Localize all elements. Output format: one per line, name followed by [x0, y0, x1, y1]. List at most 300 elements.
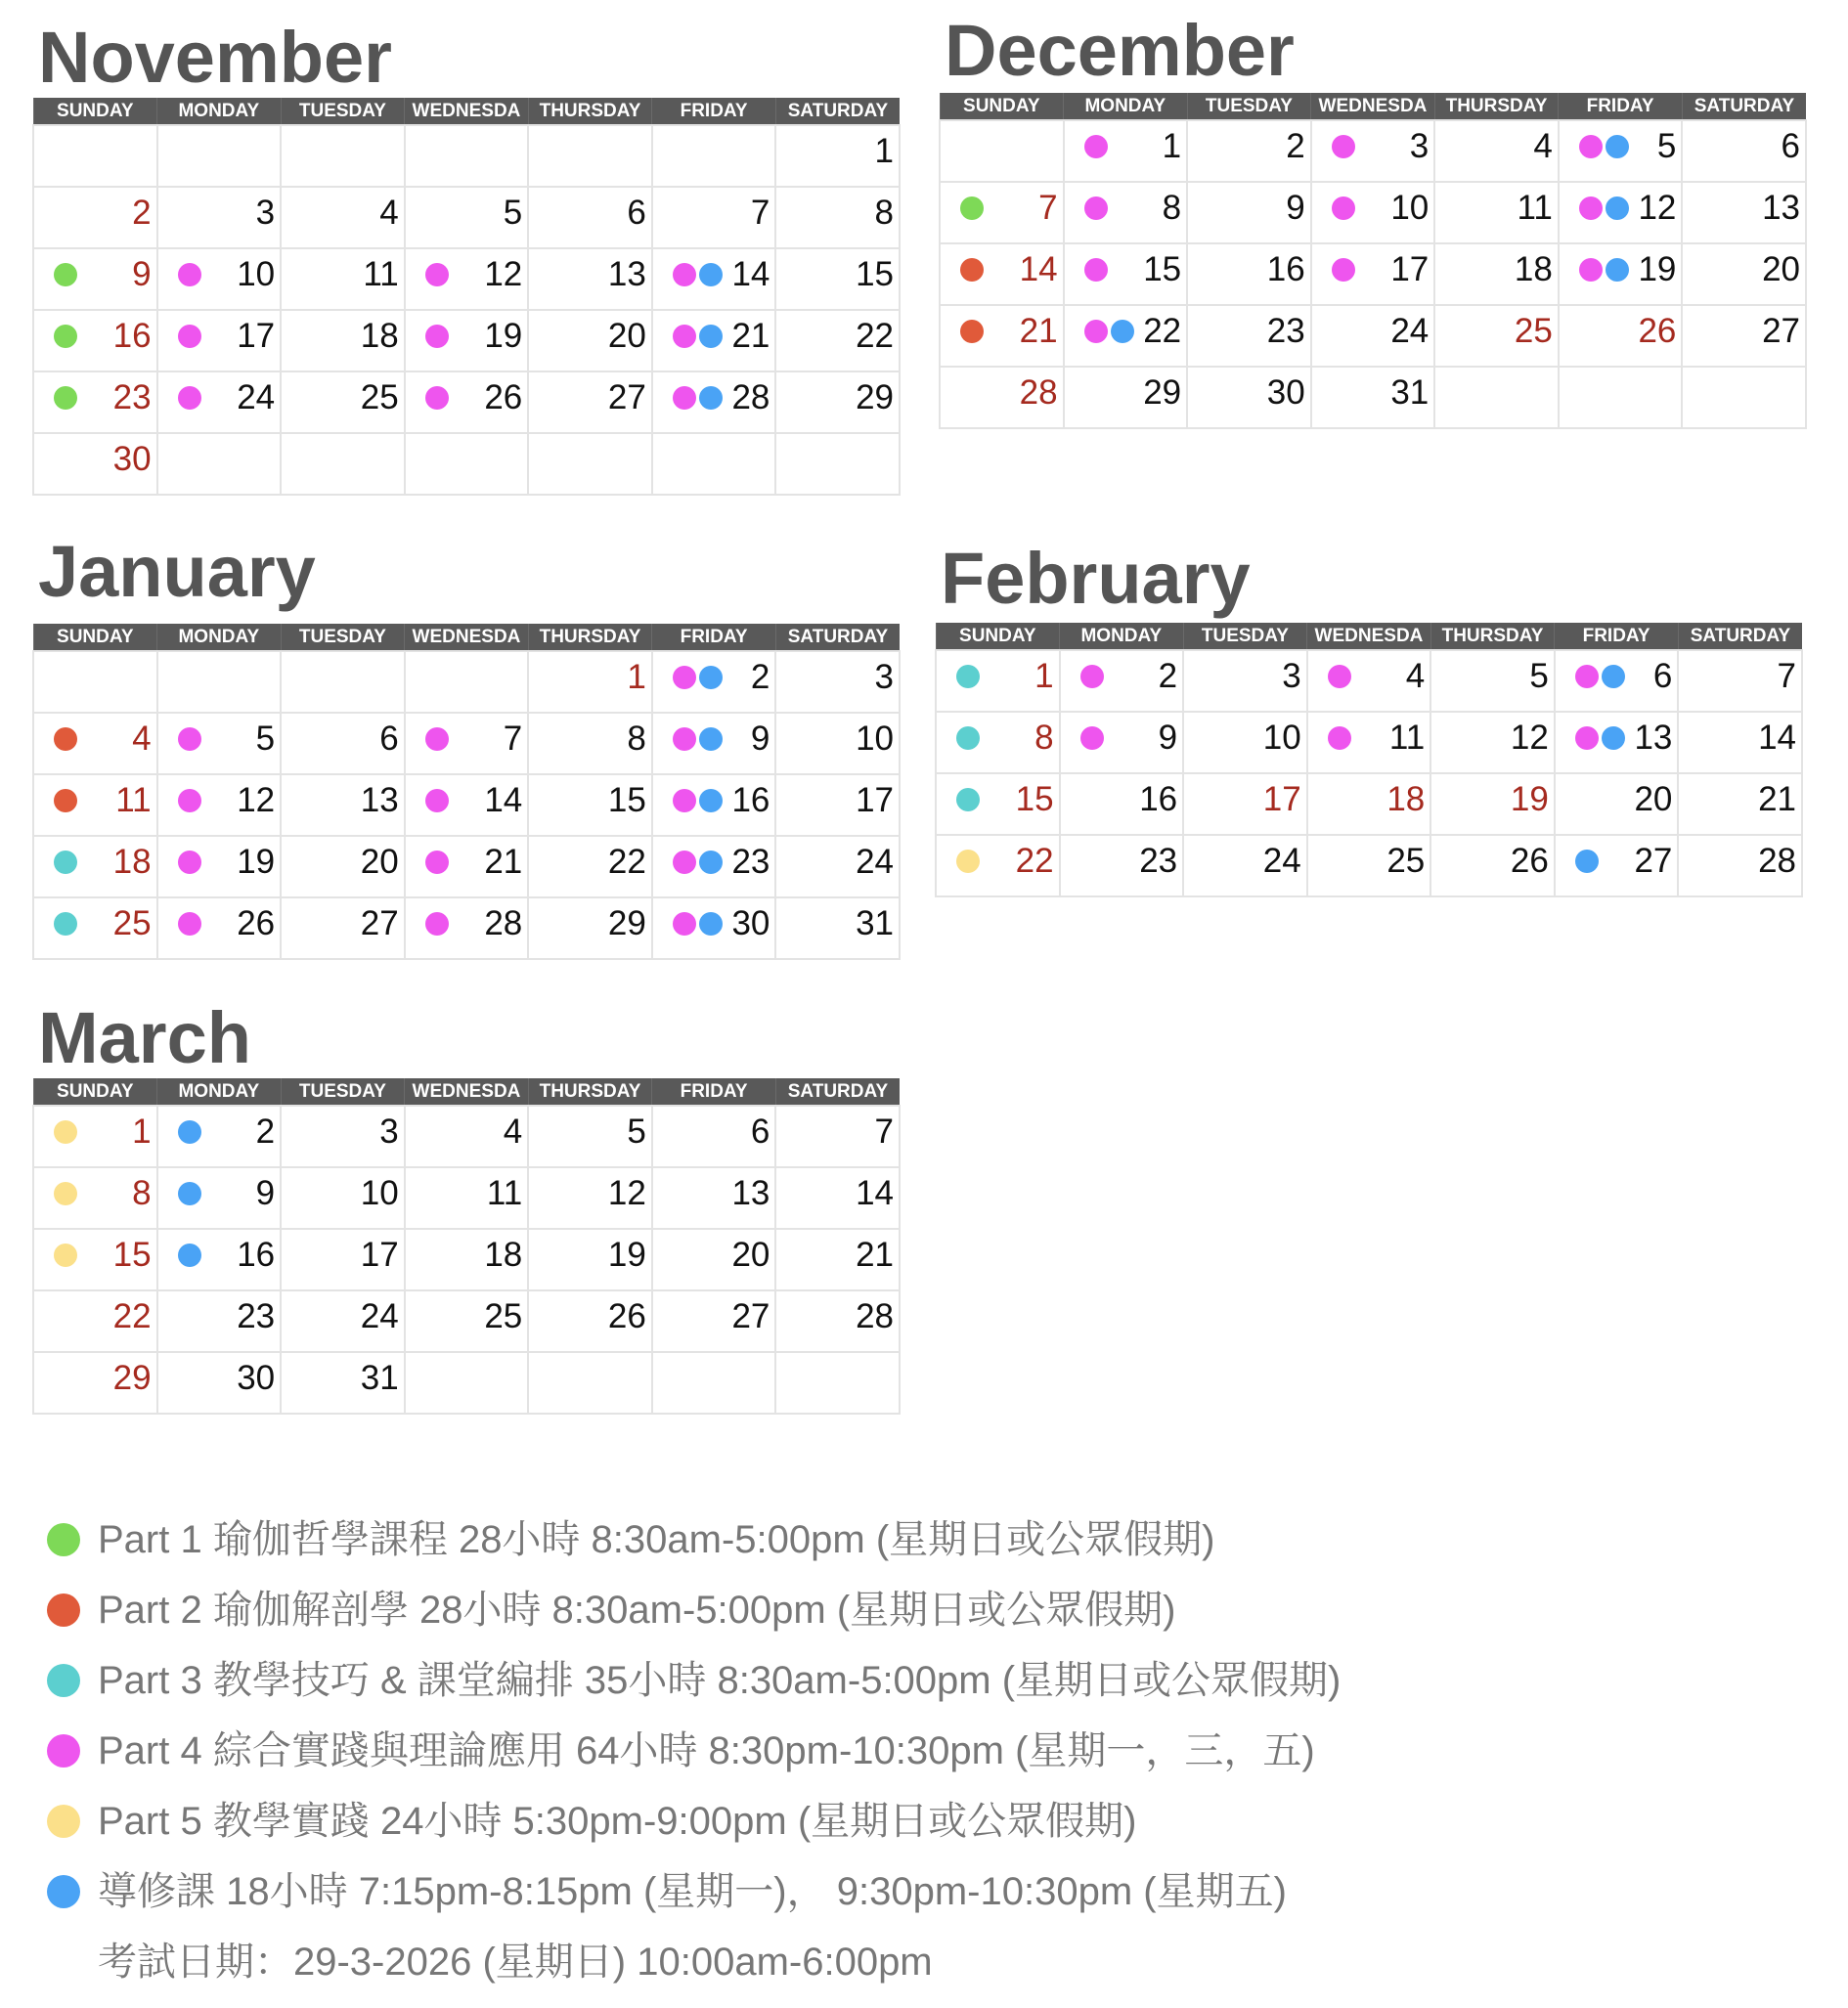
day-number: 23	[237, 1297, 276, 1335]
day-cell	[1187, 305, 1311, 367]
day-number: 20	[1762, 250, 1800, 288]
empty-cell	[775, 433, 900, 495]
day-cell	[281, 1229, 405, 1290]
tut-dot-icon	[1111, 320, 1134, 343]
day-cell	[1682, 305, 1806, 367]
day-cell	[652, 310, 776, 371]
tut-dot-icon	[699, 851, 723, 874]
day-number: 11	[1388, 719, 1426, 757]
day-number: 18	[112, 843, 152, 881]
weekday-header: FRIDAY	[652, 624, 776, 651]
day-number: 10	[360, 1174, 399, 1212]
day-number: 29	[112, 1359, 152, 1397]
day-cell	[1307, 773, 1431, 835]
day-cell	[652, 897, 776, 959]
p5-dot-icon	[54, 1182, 77, 1205]
weekday-header: SATURDAY	[775, 624, 900, 651]
p4-dot-icon	[673, 325, 696, 348]
session-markers	[425, 789, 449, 812]
day-cell	[33, 774, 157, 836]
session-markers	[425, 386, 449, 410]
day-cell	[33, 1229, 157, 1290]
day-number: 25	[484, 1297, 523, 1335]
legend-item-exam-date	[47, 1938, 1807, 2008]
day-cell	[652, 248, 776, 310]
day-number: 25	[1514, 312, 1553, 350]
session-markers	[956, 850, 980, 873]
day-cell	[652, 713, 776, 774]
session-markers	[956, 788, 980, 811]
day-number: 20	[731, 1236, 770, 1274]
day-number: 26	[607, 1297, 646, 1335]
day-cell	[940, 182, 1064, 243]
legend-item-part-2	[47, 1586, 1807, 1656]
weekday-header: WEDNESDA	[1311, 93, 1435, 120]
day-cell	[528, 836, 652, 897]
day-cell	[775, 836, 900, 897]
exam-date-text: 考試日期：29-3-2026 (星期日) 10:00am-6:00pm	[98, 1941, 933, 1984]
p2-dot-icon	[54, 789, 77, 812]
day-number: 14	[484, 781, 523, 819]
empty-cell	[1559, 367, 1683, 428]
day-cell	[1434, 305, 1559, 367]
day-number: 27	[1634, 842, 1673, 880]
legend-item-tutorial	[47, 1867, 1807, 1938]
day-number: 22	[1015, 842, 1054, 880]
day-number: 25	[112, 904, 152, 942]
day-number: 29	[856, 378, 894, 416]
day-number: 27	[360, 904, 399, 942]
weekday-header: MONDAY	[157, 1078, 282, 1106]
day-cell	[1434, 120, 1559, 182]
empty-cell	[33, 651, 157, 713]
day-number: 31	[856, 904, 894, 942]
day-cell	[157, 713, 282, 774]
day-cell	[157, 1167, 282, 1229]
day-number: 13	[1634, 719, 1673, 757]
p5-dot-icon	[956, 850, 980, 873]
day-cell	[528, 187, 652, 248]
session-markers	[673, 386, 723, 410]
day-cell	[1559, 243, 1683, 305]
day-cell	[281, 774, 405, 836]
tut-dot-icon	[178, 1182, 201, 1205]
week-row	[33, 774, 900, 836]
day-cell	[528, 897, 652, 959]
day-cell	[1430, 712, 1555, 773]
day-number: 18	[1514, 250, 1553, 288]
day-number: 13	[731, 1174, 770, 1212]
day-cell	[1187, 120, 1311, 182]
p4-dot-icon	[178, 851, 201, 874]
day-number: 13	[607, 255, 646, 293]
day-cell	[157, 897, 282, 959]
day-number: 1	[1162, 127, 1182, 165]
day-cell	[1555, 773, 1679, 835]
day-cell	[775, 774, 900, 836]
day-number: 1	[1034, 657, 1054, 695]
session-markers	[1575, 726, 1625, 750]
tut-dot-icon	[1606, 258, 1629, 282]
weekday-header: THURSDAY	[528, 1078, 652, 1106]
session-markers	[1084, 135, 1108, 158]
tut-dot-icon	[1606, 196, 1629, 220]
day-cell	[652, 1167, 776, 1229]
p4-dot-icon	[1084, 320, 1108, 343]
p4-dot-icon	[1084, 258, 1108, 282]
day-number: 27	[731, 1297, 770, 1335]
day-number: 14	[1758, 719, 1796, 757]
session-markers	[178, 789, 201, 812]
day-cell	[1311, 367, 1435, 428]
day-number: 12	[1510, 719, 1549, 757]
p4-dot-icon	[673, 789, 696, 812]
legend-text: Part 2 瑜伽解剖學 28小時 8:30am-5:00pm (星期日或公眾假期)	[98, 1589, 1176, 1632]
day-cell	[1060, 835, 1184, 896]
day-number: 17	[1262, 780, 1301, 818]
session-markers	[178, 1244, 201, 1267]
day-number: 26	[1638, 312, 1677, 350]
empty-cell	[281, 433, 405, 495]
week-row	[33, 1106, 900, 1167]
empty-cell	[1682, 367, 1806, 428]
weekday-header: MONDAY	[157, 624, 282, 651]
empty-cell	[157, 125, 282, 187]
day-number: 17	[1390, 250, 1430, 288]
empty-cell	[281, 651, 405, 713]
weekday-header: TUESDAY	[281, 98, 405, 125]
empty-cell	[652, 433, 776, 495]
day-number: 18	[1386, 780, 1426, 818]
day-cell	[405, 310, 529, 371]
day-number: 21	[731, 317, 770, 355]
weekday-header: SATURDAY	[1682, 93, 1806, 120]
day-number: 21	[484, 843, 523, 881]
empty-cell	[157, 433, 282, 495]
day-number: 15	[607, 781, 646, 819]
day-number: 30	[731, 904, 770, 942]
day-number: 23	[112, 378, 152, 416]
weekday-header: TUESDAY	[1187, 93, 1311, 120]
session-markers	[673, 727, 723, 751]
p4-dot-icon	[673, 851, 696, 874]
day-cell	[405, 713, 529, 774]
day-cell	[281, 1167, 405, 1229]
tut-dot-icon	[1575, 850, 1599, 873]
weekday-header: WEDNESDA	[405, 1078, 529, 1106]
p4-dot-icon	[673, 912, 696, 936]
p1-dot-icon	[54, 263, 77, 286]
p4-dot-icon	[1328, 726, 1351, 750]
empty-cell	[652, 125, 776, 187]
p4-dot-icon	[1080, 665, 1104, 688]
month-title: December	[945, 10, 1295, 91]
blue-dot-icon	[47, 1875, 80, 1908]
p4-dot-icon	[178, 263, 201, 286]
day-cell	[1064, 305, 1188, 367]
weekday-header: THURSDAY	[1430, 623, 1555, 650]
day-cell	[775, 1290, 900, 1352]
day-number: 4	[1533, 127, 1553, 165]
day-cell	[33, 1352, 157, 1414]
day-cell	[1555, 650, 1679, 712]
day-cell	[405, 774, 529, 836]
day-cell	[33, 433, 157, 495]
p4-dot-icon	[178, 325, 201, 348]
session-markers	[54, 386, 77, 410]
day-cell	[33, 1290, 157, 1352]
p2-dot-icon	[54, 727, 77, 751]
day-cell	[1060, 773, 1184, 835]
legend-item-part-1	[47, 1515, 1807, 1586]
p4-dot-icon	[178, 386, 201, 410]
month-title: November	[38, 17, 392, 98]
day-number: 3	[255, 194, 276, 232]
session-markers	[178, 1182, 201, 1205]
session-markers	[956, 665, 980, 688]
session-markers	[1579, 135, 1629, 158]
session-markers	[673, 912, 723, 936]
p4-dot-icon	[425, 912, 449, 936]
day-cell	[405, 1106, 529, 1167]
weekday-header: SUNDAY	[33, 98, 157, 125]
weekday-header: TUESDAY	[1183, 623, 1307, 650]
day-number: 6	[1781, 127, 1800, 165]
month-title: March	[38, 997, 251, 1078]
day-number: 28	[484, 904, 523, 942]
day-cell	[157, 310, 282, 371]
week-row	[940, 305, 1806, 367]
day-number: 29	[607, 904, 646, 942]
month-title: January	[38, 531, 316, 612]
day-number: 16	[1266, 250, 1305, 288]
day-number: 7	[750, 194, 770, 232]
day-number: 3	[1282, 657, 1301, 695]
day-cell	[652, 1106, 776, 1167]
day-cell	[1311, 305, 1435, 367]
day-number: 20	[1634, 780, 1673, 818]
session-markers	[960, 320, 984, 343]
day-number: 9	[132, 255, 152, 293]
session-markers	[673, 789, 723, 812]
session-markers	[178, 263, 201, 286]
day-number: 24	[237, 378, 276, 416]
day-number: 8	[132, 1174, 152, 1212]
day-cell	[936, 835, 1060, 896]
day-cell	[528, 1167, 652, 1229]
day-number: 24	[1390, 312, 1430, 350]
p4-dot-icon	[673, 386, 696, 410]
day-cell	[281, 836, 405, 897]
tut-dot-icon	[699, 727, 723, 751]
day-cell	[936, 773, 1060, 835]
session-markers	[1579, 196, 1629, 220]
day-cell	[157, 836, 282, 897]
day-cell	[1559, 120, 1683, 182]
day-cell	[775, 1167, 900, 1229]
day-cell	[405, 836, 529, 897]
day-number: 17	[360, 1236, 399, 1274]
session-markers	[1575, 665, 1625, 688]
p4-dot-icon	[425, 325, 449, 348]
day-number: 5	[503, 194, 523, 232]
day-number: 15	[1143, 250, 1182, 288]
empty-cell	[1434, 367, 1559, 428]
p4-dot-icon	[1579, 258, 1603, 282]
day-number: 10	[1390, 189, 1430, 227]
session-markers	[960, 196, 984, 220]
legend-item-part-5	[47, 1797, 1807, 1867]
day-number: 9	[1158, 719, 1178, 757]
day-number: 30	[237, 1359, 276, 1397]
legend-item-part-3	[47, 1656, 1807, 1726]
day-number: 1	[627, 658, 646, 696]
week-row	[33, 897, 900, 959]
week-row	[33, 1229, 900, 1290]
day-cell	[1187, 182, 1311, 243]
p4-dot-icon	[1084, 135, 1108, 158]
session-markers	[178, 1120, 201, 1144]
day-cell	[1307, 712, 1431, 773]
p4-dot-icon	[178, 789, 201, 812]
day-number: 9	[750, 720, 770, 758]
session-markers	[1575, 850, 1599, 873]
p2-dot-icon	[960, 258, 984, 282]
empty-cell	[405, 1352, 529, 1414]
weekday-header: THURSDAY	[528, 624, 652, 651]
empty-cell	[775, 1352, 900, 1414]
session-markers	[673, 666, 723, 689]
legend-text: Part 5 教學實踐 24小時 5:30pm-9:00pm (星期日或公眾假期)	[98, 1800, 1137, 1843]
empty-cell	[405, 125, 529, 187]
day-cell	[1183, 835, 1307, 896]
legend-text: Part 4 綜合實踐與理論應用 64小時 8:30pm-10:30pm (星期一，三，五)	[98, 1729, 1315, 1772]
week-row	[33, 433, 900, 495]
day-number: 23	[731, 843, 770, 881]
month-grid	[32, 98, 901, 496]
day-number: 17	[856, 781, 894, 819]
month-title: February	[941, 538, 1251, 619]
weekday-header: THURSDAY	[528, 98, 652, 125]
session-markers	[425, 263, 449, 286]
day-number: 5	[1656, 127, 1677, 165]
day-cell	[405, 371, 529, 433]
p3-dot-icon	[956, 726, 980, 750]
day-cell	[528, 248, 652, 310]
day-number: 28	[1758, 842, 1796, 880]
p3-dot-icon	[54, 851, 77, 874]
p4-dot-icon	[1575, 726, 1599, 750]
p4-dot-icon	[1332, 258, 1355, 282]
day-cell	[157, 248, 282, 310]
session-markers	[178, 386, 201, 410]
day-number: 26	[484, 378, 523, 416]
calendar-february	[935, 538, 1805, 914]
day-number: 26	[237, 904, 276, 942]
session-markers	[178, 727, 201, 751]
day-cell	[1434, 182, 1559, 243]
weekday-header: TUESDAY	[281, 624, 405, 651]
day-number: 19	[1638, 250, 1677, 288]
day-number: 25	[360, 378, 399, 416]
day-cell	[1183, 650, 1307, 712]
day-cell	[1307, 835, 1431, 896]
day-number: 9	[1286, 189, 1305, 227]
empty-cell	[405, 651, 529, 713]
day-number: 10	[1262, 719, 1301, 757]
empty-cell	[528, 433, 652, 495]
day-cell	[281, 1106, 405, 1167]
day-cell	[33, 1106, 157, 1167]
day-cell	[281, 187, 405, 248]
weekday-header: SATURDAY	[775, 98, 900, 125]
day-cell	[775, 187, 900, 248]
day-cell	[1430, 650, 1555, 712]
session-markers	[54, 1244, 77, 1267]
day-number: 12	[237, 781, 276, 819]
day-cell	[652, 187, 776, 248]
p4-dot-icon	[1332, 135, 1355, 158]
day-cell	[33, 1167, 157, 1229]
day-cell	[1559, 305, 1683, 367]
day-number: 24	[1262, 842, 1301, 880]
weekday-header: SATURDAY	[1678, 623, 1802, 650]
day-cell	[281, 248, 405, 310]
day-cell	[157, 774, 282, 836]
day-number: 26	[1510, 842, 1549, 880]
day-cell	[157, 187, 282, 248]
p3-dot-icon	[956, 665, 980, 688]
day-cell	[1187, 243, 1311, 305]
red-dot-icon	[47, 1593, 80, 1627]
session-markers	[54, 727, 77, 751]
month-grid	[939, 93, 1807, 429]
session-markers	[960, 258, 984, 282]
day-cell	[1060, 650, 1184, 712]
day-number: 1	[874, 132, 894, 170]
day-number: 18	[484, 1236, 523, 1274]
teal-dot-icon	[47, 1664, 80, 1697]
day-number: 5	[255, 720, 276, 758]
day-cell	[528, 774, 652, 836]
day-number: 30	[1266, 373, 1305, 412]
day-number: 19	[607, 1236, 646, 1274]
week-row	[33, 1290, 900, 1352]
day-number: 2	[1286, 127, 1305, 165]
day-number: 7	[503, 720, 523, 758]
day-number: 19	[237, 843, 276, 881]
day-cell	[1682, 243, 1806, 305]
day-number: 22	[856, 317, 894, 355]
day-cell	[405, 248, 529, 310]
weekday-header: THURSDAY	[1434, 93, 1559, 120]
day-cell	[157, 1106, 282, 1167]
day-number: 13	[360, 781, 399, 819]
weekday-header: TUESDAY	[281, 1078, 405, 1106]
weekday-header: SUNDAY	[33, 1078, 157, 1106]
session-markers	[956, 726, 980, 750]
day-number: 14	[731, 255, 770, 293]
day-number: 28	[1019, 373, 1058, 412]
day-cell	[528, 713, 652, 774]
legend-text: Part 1 瑜伽哲學課程 28小時 8:30am-5:00pm (星期日或公眾假期)	[98, 1518, 1215, 1561]
day-number: 20	[607, 317, 646, 355]
p4-dot-icon	[1080, 726, 1104, 750]
p5-dot-icon	[54, 1120, 77, 1144]
day-cell	[528, 310, 652, 371]
p4-dot-icon	[673, 666, 696, 689]
session-markers	[425, 727, 449, 751]
